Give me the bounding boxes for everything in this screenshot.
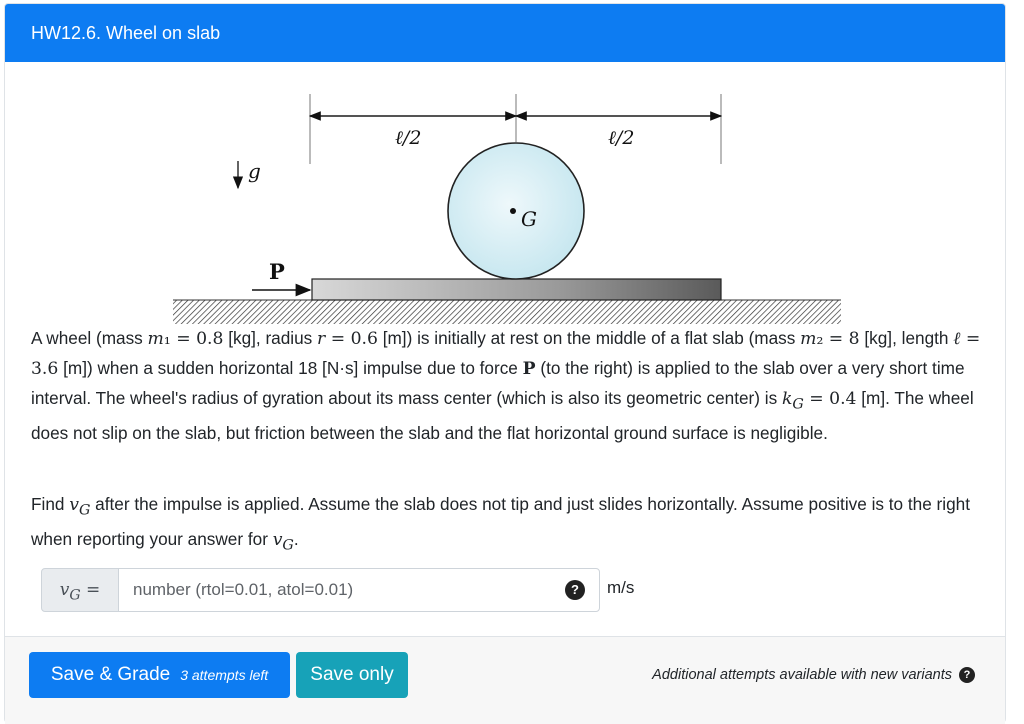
half-length-left-label: ℓ/2	[395, 127, 422, 149]
var: m	[800, 329, 817, 349]
value: = 8	[823, 329, 860, 349]
text: [m]) when a sudden horizontal 18 [N·s] impulse due to force	[58, 358, 523, 378]
text: after the impulse is applied. Assume the slab does not tip and just slides horizontally. Assume positive is to the right when reporting your answer for	[31, 494, 970, 550]
slab	[312, 279, 721, 300]
half-length-right-label: ℓ/2	[608, 127, 635, 149]
var: v	[59, 580, 70, 600]
save-grade-label: Save & Grade	[50, 664, 171, 685]
var: r	[317, 329, 326, 349]
unit-label: m/s	[607, 578, 635, 597]
text: A wheel (mass	[31, 328, 148, 348]
answer-input[interactable]	[118, 568, 600, 612]
additional-attempts-text: Additional attempts available with new variants	[652, 667, 952, 683]
value: = 0.8	[170, 329, 224, 349]
text: .	[293, 529, 299, 550]
text: [kg], radius	[223, 328, 318, 348]
problem-figure	[5, 64, 1005, 324]
save-only-button[interactable]: Save only	[296, 652, 408, 698]
attempts-left: 3 attempts left	[180, 667, 269, 683]
center-label: G	[521, 207, 537, 231]
text: (to the right) is applied to the slab over a very short time interval. The wheel's radius of gyration about its mass center (which is also its geometric center) is	[31, 358, 965, 408]
ground	[173, 300, 841, 324]
gravity-label: g	[248, 159, 261, 183]
var: ℓ	[953, 329, 961, 349]
var: v	[272, 530, 283, 551]
question-title: HW12.6. Wheel on slab	[31, 23, 221, 43]
var: v	[69, 495, 79, 515]
force-symbol: P	[522, 359, 536, 379]
text: [m]) is initially at rest on the middle of a flat slab (mass	[377, 328, 801, 348]
sub: G	[69, 587, 81, 604]
text: [m]. The wheel does not slip on the slab, but friction between the slab and the flat horizontal ground surface is negligible.	[31, 388, 974, 444]
sub: G	[792, 396, 804, 413]
value: = 3.6	[31, 329, 981, 379]
problem-statement	[31, 324, 981, 448]
card-header	[5, 4, 1005, 62]
sub: ₁	[163, 329, 171, 349]
eq: =	[80, 580, 101, 600]
help-icon[interactable]: ?	[959, 667, 975, 683]
sub: G	[282, 537, 294, 554]
value: = 0.6	[325, 329, 378, 349]
answer-label	[41, 568, 119, 612]
question-prompt	[31, 490, 981, 561]
var: k	[781, 389, 793, 409]
sub: ₂	[816, 329, 824, 349]
text: Find	[31, 494, 70, 514]
save-grade-button[interactable]	[29, 652, 290, 698]
card-footer	[5, 636, 1005, 724]
text: [kg], length	[859, 328, 954, 348]
question-card	[4, 3, 1006, 723]
help-icon[interactable]: ?	[565, 580, 585, 600]
force-label: P	[269, 259, 285, 284]
mass-center-dot	[510, 208, 516, 214]
value: = 0.4	[803, 389, 857, 409]
sub: G	[78, 502, 91, 519]
var: m	[147, 329, 164, 349]
